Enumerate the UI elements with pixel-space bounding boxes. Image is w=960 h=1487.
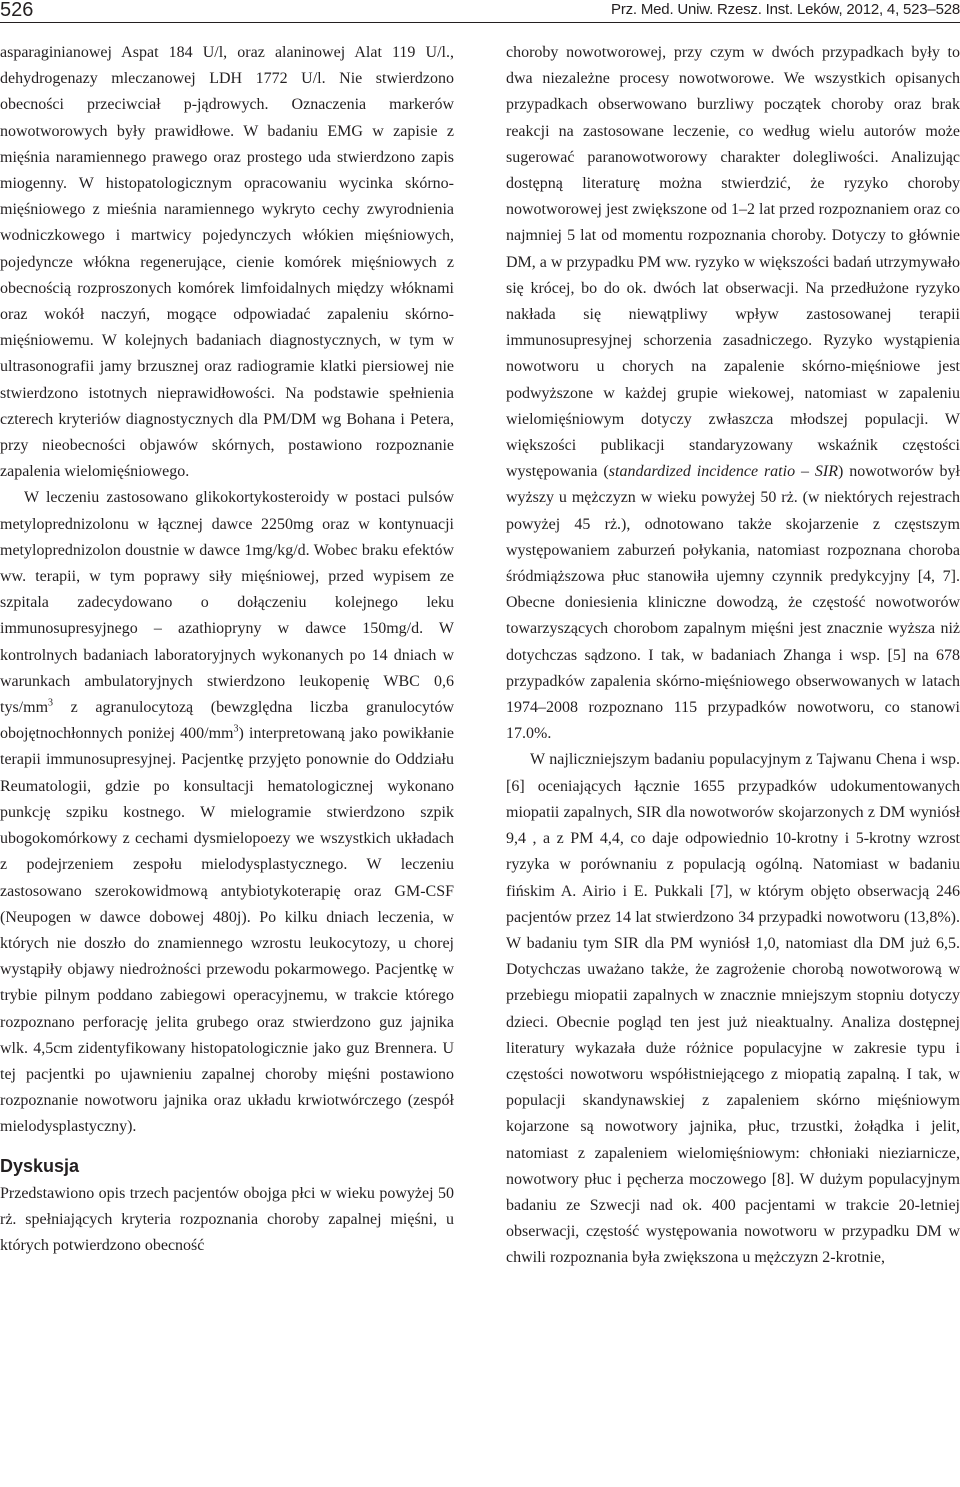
treatment-text-part-3: ) interpretowaną jako powikłanie terapii immunosupresyjnej. Pacjentkę przyjęto ponownie do Oddziału Reumatologii, gdzie po konsultacji hematologicznej wykonano punkcję szpiku kostnego. W mielogramie stwierdzono szpik ubogokomórkowy z cechami dysmielopoezy we wszystkich układach z podejrzeniem zespołu mielodysplastycznego. W leczeniu zastosowano szerokowidmową antybiotykoterapię oraz GM-CSF (Neupogen w dawce dobowej 480j). Po kilku dniach leczenia, w których nie doszło do znamiennego wzrostu leukocytozy, u chorej wystąpiły objawy niedrożności przewodu pokarmowego. Pacjentkę w trybie pilnym poddano zabiegowi operacyjnemu, w trakcie którego rozpoznano perforację jelita grubego oraz stwierdzono guz jajnika wlk. 4,5cm zidentyfikowany histopatologicznie jako guz Brennera. U tej pacjentki po ujawnieniu zapalnej choroby mięśni postawiono rozpoznanie nowotworu jajnika oraz układu krwiotwórczego (zespół mielodysplastyczny). bbox=[0, 725, 455, 1136]
case-description-paragraph: asparaginianowej Aspat 184 U/l, oraz alaninowej Alat 119 U/l., dehydrogenazy mleczanowej LDH 1772 U/l. Nie stwierdzono obecności przeciwciał p-jądrowych. Oznaczenia markerów nowotworowych były prawidłowe. W badaniu EMG w zapisie z mięśnia naramiennego prawego oraz prostego uda stwierdzono zapis miogenny. W histopatologicznym opracowaniu wycinka skórno-mięśniowego z mieśnia naramiennego wykryto cechy zwyrodnienia wodniczkowego i martwicy pojedynczych włókien mięśniowych, pojedyncze włókna regenerujące, cienie komórek mięśniowych z obecnością rozproszonych komórek limfoidalnych między włóknami oraz wokół naczyń, mogące odpowiadać zapaleniu skórno-mięśniowemu. W kolejnych badaniach diagnostycznych, w tym w ultrasonografii jamy brzusznej oraz radiogramie klatki piersiowej nie stwierdzono istotnych nieprawidłowości. Na podstawie spełnienia czterech kryteriów diagnostycznych dla PM/DM wg Bohana i Petera, przy nieobecności objawów skórnych, postawiono rozpoznanie zapalenia wielomięśniowego. bbox=[0, 44, 454, 481]
section-heading-discussion: Dyskusja bbox=[0, 1155, 80, 1176]
running-header bbox=[0, 0, 960, 23]
treatment-text-part-1: W leczeniu zastosowano glikokortykosteroidy w postaci pulsów metyloprednizolonu w łącznej dawce 2250mg oraz w kontynuacji metyloprednizolon doustnie w dawce 1mg/kg/d. Wobec braku efektów ww. terapii, w tym poprawy siły mięśniowej, przed wypisem ze szpitala zadecydowano o dołączeniu kolejnego leku immunosupresyjnego – azathiopryny w dawce 150mg/d. W kontrolnych badaniach laboratoryjnych wykonanych po 14 dniach w warunkach ambulatoryjnych stwierdzono leukopenię WBC 0,6 tys/mm bbox=[0, 489, 454, 717]
treatment-text-part-2: z agranulocytozą (bewzględna liczba granulocytów obojętnochłonnych poniżej 400/mm bbox=[0, 699, 454, 743]
treatment-paragraph bbox=[0, 485, 454, 1140]
superscript-3: 3 bbox=[48, 697, 54, 709]
page-number: 526 bbox=[0, 0, 34, 21]
superscript-3: 3 bbox=[233, 723, 239, 735]
discussion-text-part-2: ) nowotworów był wyższy u mężczyzn w wieku powyżej 50 rż. (w niektórych rejestrach powyżej 45 rż.), odnotowano także skojarzenie z częstszym występowaniem zaburzeń połykania, natomiast rozpoznana choroba śródmiąższowa płuc stanowiła ujemny czynnik predykcyjny [4, 7]. Obecne doniesienia kliniczne dowodzą, że częstość nowotworów towarzyszących chorobom zapalnym mięśni jest znacznie wyższa niż dotychczas sądzono. I tak, w badaniach Zhanga i wsp. [5] na 678 przypadków zapalenia skórno-mięśniowego obserwowanych w latach 1974–2008 rozpoznano 115 przypadków nowotworu, co stanowi 17.0%. bbox=[506, 463, 960, 743]
italic-term-sir: standardized incidence ratio – SIR bbox=[608, 463, 838, 481]
discussion-text-part-1: choroby nowotworowej, przy czym w dwóch przypadkach były to dwa niezależne procesy nowotworowe. We wszystkich opisanych przypadkach obserwowano burzliwy początek choroby oraz brak reakcji na zastosowane leczenie, co według wielu autorów może sugerować paranowotworowy charakter dolegliwości. Analizując dostępną literaturę można stwierdzić, że ryzyko choroby nowotworowej jest zwiększone od 1–2 lat przed rozpoznaniem oraz co najmniej 5 lat od momentu rozpoznania choroby. Dotyczy to głównie DM, a w przypadku PM ww. ryzyko w większości badań utrzymywało się krócej, bo do ok. dwóch lat obserwacji. Na przedłużone ryzyko nakłada się niewątpliwy wpływ zastosowanej terapii immunosupresyjnej schorzenia zasadniczego. Ryzyko wystąpienia nowotworu u chorych na zapalenie skórno-mięśniowe jest podwyższone w każdej grupie wiekowej, natomiast w zapaleniu wielomięśniowym dotyczy zwłaszcza młodszej populacji. W większości publikacji standaryzowany wskaźnik częstości występowania ( bbox=[506, 44, 960, 481]
population-studies-paragraph: W najliczniejszym badaniu populacyjnym z Tajwanu Chena i wsp. [6] oceniających łącznie 1655 przypadków udokumentowanych miopatii zapalnych, SIR dla nowotworów skojarzonych z DM wyniósł 9,4 , a z PM 4,4, co daje odpowiednio 10-krotny i 5-krotny wzrost ryzyka w porównaniu z populacją ogólną. Natomiast w badaniu fińskim A. Airio i E. Pukkali [7], w którym objęto obserwacją 246 pacjentów przez 14 lat stwierdzono 34 przypadki nowotworu (13,8%). W badaniu tym SIR dla PM wyniósł 1,0, natomiast dla DM już 6,5. Dotychczas uważano także, że zagrożenie chorobą nowotworową w przebiegu miopatii zapalnych w znacznie mniejszym stopniu dotyczy dzieci. Obecnie pogląd ten jest już nieaktualny. Analiza dostępnej literatury wykazała duże różnice populacyjne w zakresie typu i częstości nowotworu współistniejącego z miopatią zapalną. I tak, w populacji skandynawskiej z zapaleniem skórno mięśniowym kojarzone są nowotwory jajnika, płuc, trzustki, żołądka i jelit, natomiast z zapaleniem wielomięśniowym: chłoniaki nieziarnicze, nowotwory płuc i pęcherza moczowego [8]. W dużym populacyjnym badaniu ze Szwecji nad ok. 400 pacjentami w trakcie 20-letniej obserwacji, częstość występowania nowotworu w przypadku DM w chwili rozpoznania była zwiększona u mężczyzn 2-krotnie, bbox=[506, 751, 960, 1267]
right-column bbox=[506, 40, 960, 1272]
journal-citation: Prz. Med. Uniw. Rzesz. Inst. Leków, 2012, 4, 523–528 bbox=[611, 1, 960, 18]
discussion-paragraph bbox=[506, 40, 960, 747]
left-column bbox=[0, 40, 454, 1259]
discussion-intro-paragraph: Przedstawiono opis trzech pacjentów obojga płci w wieku powyżej 50 rż. spełniających kryteria rozpoznania choroby zapalnej mięśni, u których potwierdzono obecność bbox=[0, 1184, 454, 1254]
